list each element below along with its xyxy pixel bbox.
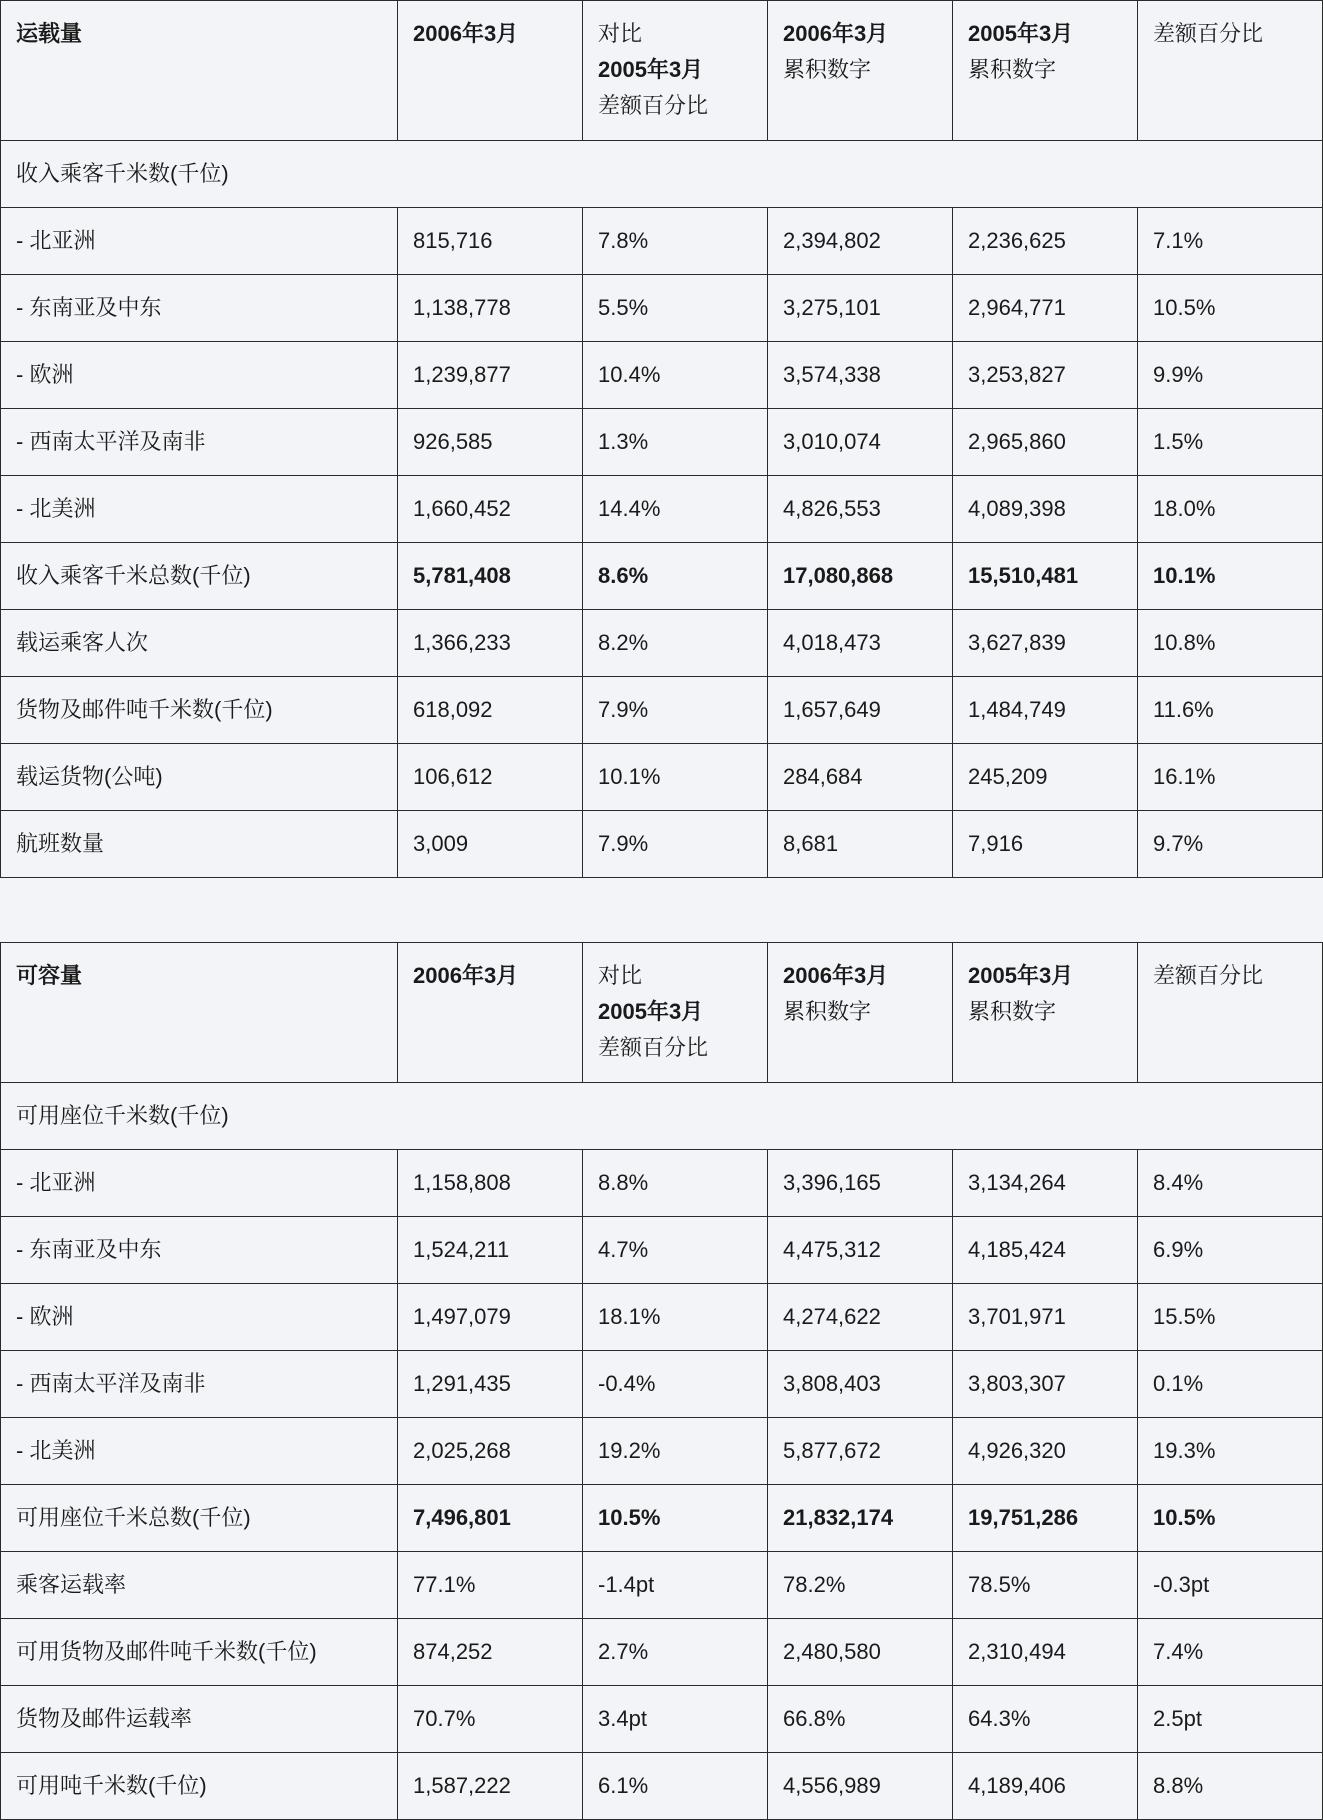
header-text-line: 2006年3月 bbox=[783, 963, 889, 988]
row-value: 284,684 bbox=[768, 744, 953, 811]
row-value: 14.4% bbox=[583, 476, 768, 543]
row-value: 4,556,989 bbox=[768, 1753, 953, 1820]
row-label: - 北美洲 bbox=[1, 476, 398, 543]
table-row bbox=[1, 543, 1323, 610]
capacity-header-col-4 bbox=[953, 943, 1138, 1083]
table-row bbox=[1, 811, 1323, 878]
row-label: - 东南亚及中东 bbox=[1, 275, 398, 342]
row-label: - 北美洲 bbox=[1, 1418, 398, 1485]
row-value: 3,275,101 bbox=[768, 275, 953, 342]
row-value: 10.5% bbox=[1138, 1485, 1323, 1552]
row-value: 1,657,649 bbox=[768, 677, 953, 744]
capacity-header-col-1 bbox=[398, 943, 583, 1083]
capacity-header-label: 可容量 bbox=[1, 943, 398, 1083]
row-value: 10.4% bbox=[583, 342, 768, 409]
table-row bbox=[1, 1552, 1323, 1619]
capacity-section-row bbox=[1, 1083, 1323, 1150]
row-value: 15.5% bbox=[1138, 1284, 1323, 1351]
row-value: 66.8% bbox=[768, 1686, 953, 1753]
row-value: 7,916 bbox=[953, 811, 1138, 878]
row-value: 4,089,398 bbox=[953, 476, 1138, 543]
row-value: 3,010,074 bbox=[768, 409, 953, 476]
row-value: 70.7% bbox=[398, 1686, 583, 1753]
row-value: 10.1% bbox=[1138, 543, 1323, 610]
row-value: 245,209 bbox=[953, 744, 1138, 811]
traffic-table-body bbox=[1, 1, 1323, 878]
row-value: 3,396,165 bbox=[768, 1150, 953, 1217]
row-value: 8.6% bbox=[583, 543, 768, 610]
row-label: 收入乘客千米总数(千位) bbox=[1, 543, 398, 610]
row-value: -0.3pt bbox=[1138, 1552, 1323, 1619]
header-text-line: 2006年3月 bbox=[413, 21, 519, 46]
row-value: 2,310,494 bbox=[953, 1619, 1138, 1686]
row-value: 3,009 bbox=[398, 811, 583, 878]
header-text-line: 对比 bbox=[598, 963, 643, 988]
row-value: -0.4% bbox=[583, 1351, 768, 1418]
row-value: 7,496,801 bbox=[398, 1485, 583, 1552]
row-value: 10.5% bbox=[583, 1485, 768, 1552]
traffic-header-col-5 bbox=[1138, 1, 1323, 141]
row-value: 16.1% bbox=[1138, 744, 1323, 811]
row-value: 77.1% bbox=[398, 1552, 583, 1619]
row-value: 926,585 bbox=[398, 409, 583, 476]
row-value: 6.1% bbox=[583, 1753, 768, 1820]
row-value: 7.4% bbox=[1138, 1619, 1323, 1686]
row-value: 10.1% bbox=[583, 744, 768, 811]
row-value: 874,252 bbox=[398, 1619, 583, 1686]
table-row bbox=[1, 610, 1323, 677]
row-value: 18.1% bbox=[583, 1284, 768, 1351]
row-label: - 北亚洲 bbox=[1, 1150, 398, 1217]
capacity-header-col-2 bbox=[583, 943, 768, 1083]
header-text-line: 2005年3月 bbox=[598, 57, 704, 82]
row-value: 78.2% bbox=[768, 1552, 953, 1619]
row-value: 4,826,553 bbox=[768, 476, 953, 543]
row-value: 9.7% bbox=[1138, 811, 1323, 878]
row-value: 2,236,625 bbox=[953, 208, 1138, 275]
header-text-line: 差额百分比 bbox=[598, 1035, 709, 1060]
row-value: 2.7% bbox=[583, 1619, 768, 1686]
row-value: 10.5% bbox=[1138, 275, 1323, 342]
row-value: 0.1% bbox=[1138, 1351, 1323, 1418]
header-text-line: 差额百分比 bbox=[598, 93, 709, 118]
header-text-line: 差额百分比 bbox=[1153, 963, 1264, 988]
row-label: 载运乘客人次 bbox=[1, 610, 398, 677]
row-value: 4,274,622 bbox=[768, 1284, 953, 1351]
row-value: 4,185,424 bbox=[953, 1217, 1138, 1284]
table-row bbox=[1, 1619, 1323, 1686]
row-value: 4,926,320 bbox=[953, 1418, 1138, 1485]
row-value: 2,480,580 bbox=[768, 1619, 953, 1686]
header-text-line: 差额百分比 bbox=[1153, 21, 1264, 46]
row-value: 3,574,338 bbox=[768, 342, 953, 409]
table-row bbox=[1, 208, 1323, 275]
row-value: 6.9% bbox=[1138, 1217, 1323, 1284]
table-row bbox=[1, 1418, 1323, 1485]
row-value: 1,138,778 bbox=[398, 275, 583, 342]
row-label: - 北亚洲 bbox=[1, 208, 398, 275]
row-value: 3,701,971 bbox=[953, 1284, 1138, 1351]
row-label: 货物及邮件运载率 bbox=[1, 1686, 398, 1753]
row-value: 7.9% bbox=[583, 811, 768, 878]
row-value: 19.2% bbox=[583, 1418, 768, 1485]
row-value: 19,751,286 bbox=[953, 1485, 1138, 1552]
capacity-header-row bbox=[1, 943, 1323, 1083]
traffic-header-row bbox=[1, 1, 1323, 141]
row-label: 载运货物(公吨) bbox=[1, 744, 398, 811]
row-value: 2,965,860 bbox=[953, 409, 1138, 476]
row-value: 7.9% bbox=[583, 677, 768, 744]
row-value: 64.3% bbox=[953, 1686, 1138, 1753]
row-label: 可用座位千米总数(千位) bbox=[1, 1485, 398, 1552]
row-value: 1.3% bbox=[583, 409, 768, 476]
row-value: 3.4pt bbox=[583, 1686, 768, 1753]
row-value: 3,253,827 bbox=[953, 342, 1138, 409]
row-value: 21,832,174 bbox=[768, 1485, 953, 1552]
row-value: 2,394,802 bbox=[768, 208, 953, 275]
row-value: 10.8% bbox=[1138, 610, 1323, 677]
table-row bbox=[1, 1150, 1323, 1217]
header-text-line: 累积数字 bbox=[968, 57, 1057, 82]
traffic-header-col-4 bbox=[953, 1, 1138, 141]
table-row bbox=[1, 275, 1323, 342]
row-value: 3,134,264 bbox=[953, 1150, 1138, 1217]
traffic-header-col-2 bbox=[583, 1, 768, 141]
table-row bbox=[1, 409, 1323, 476]
traffic-header-col-3 bbox=[768, 1, 953, 141]
row-value: 19.3% bbox=[1138, 1418, 1323, 1485]
table-row bbox=[1, 342, 1323, 409]
row-value: 1,524,211 bbox=[398, 1217, 583, 1284]
row-value: 1,587,222 bbox=[398, 1753, 583, 1820]
row-value: 5,781,408 bbox=[398, 543, 583, 610]
row-label: - 欧洲 bbox=[1, 1284, 398, 1351]
row-value: 8.2% bbox=[583, 610, 768, 677]
row-value: 618,092 bbox=[398, 677, 583, 744]
header-text-line: 2006年3月 bbox=[413, 963, 519, 988]
row-value: 2,025,268 bbox=[398, 1418, 583, 1485]
header-text-line: 2006年3月 bbox=[783, 21, 889, 46]
table-row bbox=[1, 1351, 1323, 1418]
row-label: - 西南太平洋及南非 bbox=[1, 409, 398, 476]
table-row bbox=[1, 744, 1323, 811]
row-value: 2.5pt bbox=[1138, 1686, 1323, 1753]
capacity-header-col-5 bbox=[1138, 943, 1323, 1083]
row-value: 1,484,749 bbox=[953, 677, 1138, 744]
row-value: 3,803,307 bbox=[953, 1351, 1138, 1418]
header-text-line: 对比 bbox=[598, 21, 643, 46]
row-value: 78.5% bbox=[953, 1552, 1138, 1619]
row-label: 乘客运载率 bbox=[1, 1552, 398, 1619]
capacity-table bbox=[0, 942, 1323, 1820]
row-value: 9.9% bbox=[1138, 342, 1323, 409]
row-value: 8.4% bbox=[1138, 1150, 1323, 1217]
row-label: 航班数量 bbox=[1, 811, 398, 878]
row-value: 4,475,312 bbox=[768, 1217, 953, 1284]
row-value: 106,612 bbox=[398, 744, 583, 811]
traffic-table bbox=[0, 0, 1323, 878]
row-label: - 西南太平洋及南非 bbox=[1, 1351, 398, 1418]
table-row bbox=[1, 1686, 1323, 1753]
row-value: 4.7% bbox=[583, 1217, 768, 1284]
row-value: 8.8% bbox=[1138, 1753, 1323, 1820]
row-value: 11.6% bbox=[1138, 677, 1323, 744]
header-text-line: 累积数字 bbox=[783, 999, 872, 1024]
header-text-line: 2005年3月 bbox=[968, 963, 1074, 988]
row-value: 2,964,771 bbox=[953, 275, 1138, 342]
table-row bbox=[1, 1217, 1323, 1284]
row-label: 货物及邮件吨千米数(千位) bbox=[1, 677, 398, 744]
row-value: 815,716 bbox=[398, 208, 583, 275]
row-label: 可用吨千米数(千位) bbox=[1, 1753, 398, 1820]
row-value: 5.5% bbox=[583, 275, 768, 342]
row-value: 1,660,452 bbox=[398, 476, 583, 543]
row-value: 3,808,403 bbox=[768, 1351, 953, 1418]
row-label: - 欧洲 bbox=[1, 342, 398, 409]
row-value: 8.8% bbox=[583, 1150, 768, 1217]
row-value: 1,366,233 bbox=[398, 610, 583, 677]
capacity-table-body bbox=[1, 943, 1323, 1820]
header-text-line: 累积数字 bbox=[783, 57, 872, 82]
row-value: 17,080,868 bbox=[768, 543, 953, 610]
row-value: 4,018,473 bbox=[768, 610, 953, 677]
table-row bbox=[1, 476, 1323, 543]
row-label: - 东南亚及中东 bbox=[1, 1217, 398, 1284]
traffic-header-col-1 bbox=[398, 1, 583, 141]
row-value: 18.0% bbox=[1138, 476, 1323, 543]
row-value: 5,877,672 bbox=[768, 1418, 953, 1485]
row-value: 1,158,808 bbox=[398, 1150, 583, 1217]
header-text-line: 累积数字 bbox=[968, 999, 1057, 1024]
row-value: 1,291,435 bbox=[398, 1351, 583, 1418]
row-value: 1,239,877 bbox=[398, 342, 583, 409]
traffic-header-label: 运载量 bbox=[1, 1, 398, 141]
row-value: 1,497,079 bbox=[398, 1284, 583, 1351]
traffic-section-label: 收入乘客千米数(千位) bbox=[1, 141, 1323, 208]
header-text-line: 2005年3月 bbox=[968, 21, 1074, 46]
capacity-header-col-3 bbox=[768, 943, 953, 1083]
table-row bbox=[1, 677, 1323, 744]
header-text-line: 2005年3月 bbox=[598, 999, 704, 1024]
row-value: 7.8% bbox=[583, 208, 768, 275]
table-row bbox=[1, 1753, 1323, 1820]
table-row bbox=[1, 1485, 1323, 1552]
row-value: 1.5% bbox=[1138, 409, 1323, 476]
table-row bbox=[1, 1284, 1323, 1351]
traffic-section-row bbox=[1, 141, 1323, 208]
row-value: -1.4pt bbox=[583, 1552, 768, 1619]
capacity-section-label: 可用座位千米数(千位) bbox=[1, 1083, 1323, 1150]
row-value: 3,627,839 bbox=[953, 610, 1138, 677]
row-value: 8,681 bbox=[768, 811, 953, 878]
row-value: 4,189,406 bbox=[953, 1753, 1138, 1820]
row-label: 可用货物及邮件吨千米数(千位) bbox=[1, 1619, 398, 1686]
row-value: 7.1% bbox=[1138, 208, 1323, 275]
row-value: 15,510,481 bbox=[953, 543, 1138, 610]
